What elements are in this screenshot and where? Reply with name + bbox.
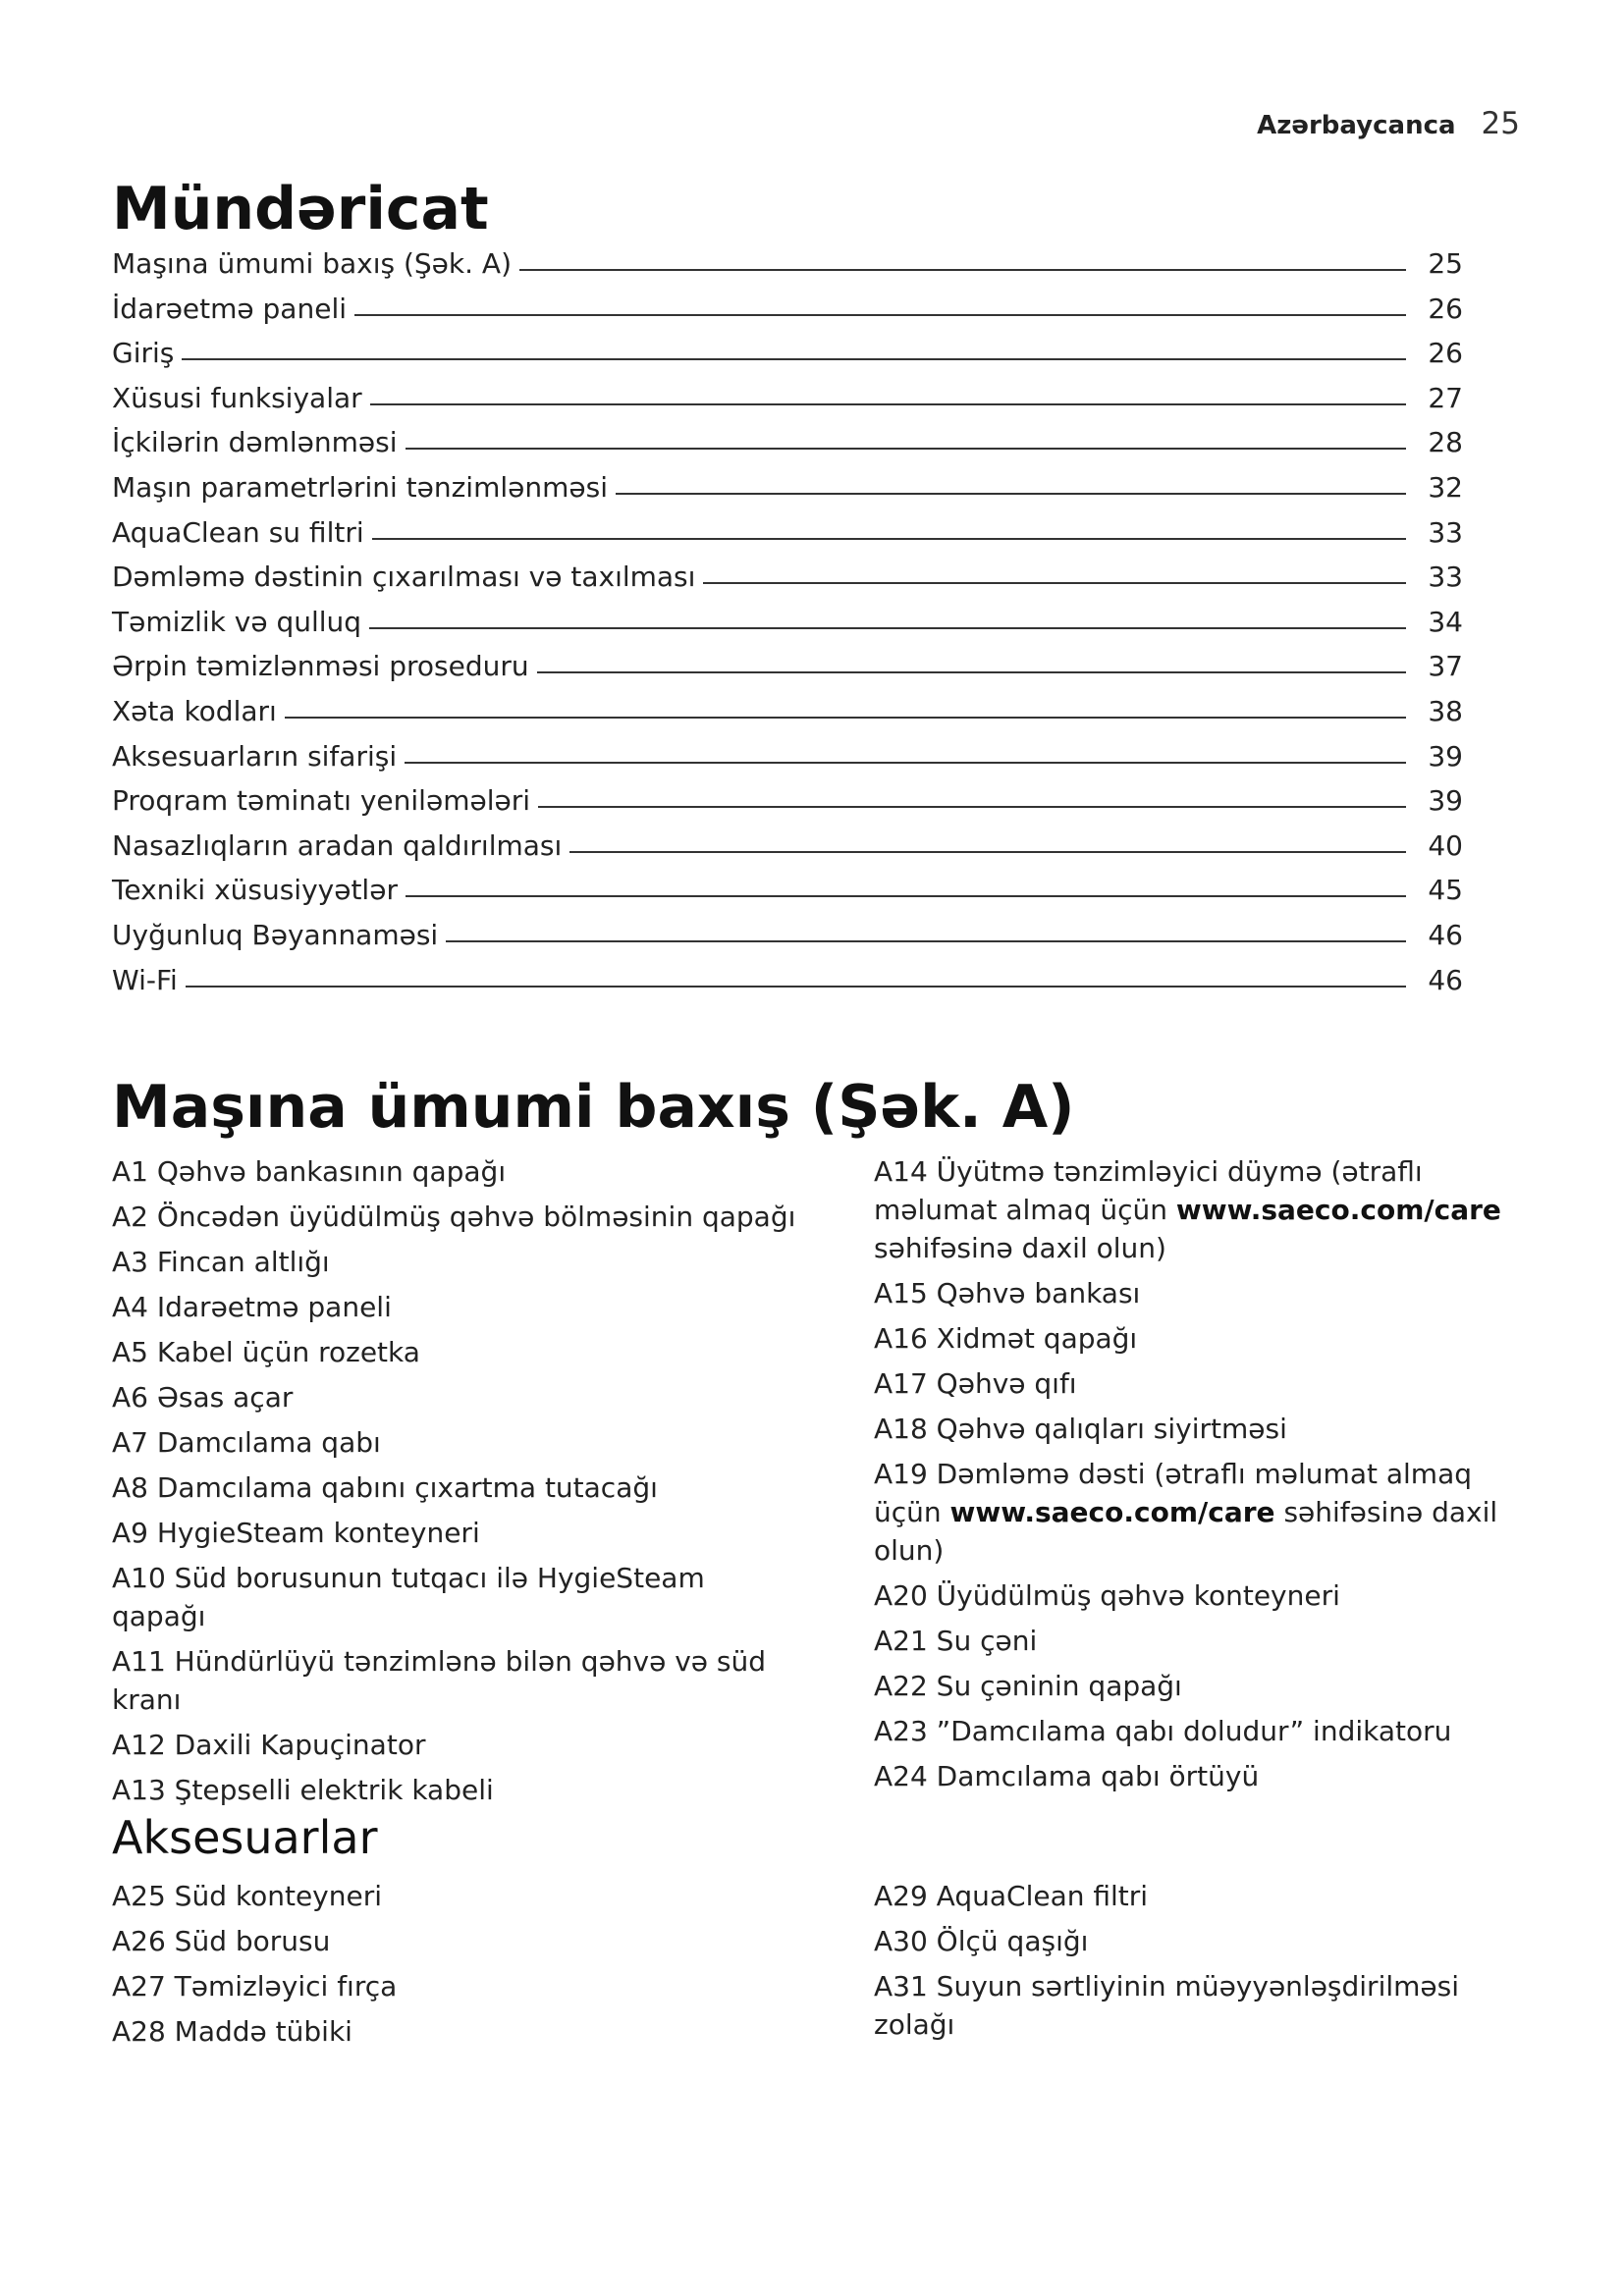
toc-entry[interactable] <box>112 964 1463 1009</box>
part-item: A9 HygieSteam konteyneri <box>112 1517 480 1549</box>
toc-entry-page: 33 <box>1428 561 1463 594</box>
accessory-item: A25 Süd konteyneri <box>112 1880 383 1912</box>
toc-entry-title: Xəta kodları <box>112 694 277 727</box>
toc-leader <box>616 493 1406 495</box>
toc-leader <box>285 717 1406 719</box>
toc-entry-page: 34 <box>1428 605 1463 638</box>
language-label: Azərbaycanca <box>1257 111 1456 140</box>
toc-entry[interactable] <box>112 247 1463 293</box>
toc-entry[interactable] <box>112 874 1463 919</box>
toc-entry-title: Aksesuarların sifarişi <box>112 739 398 773</box>
toc-entry[interactable] <box>112 650 1463 695</box>
toc-entry-title: Təmizlik və qulluq <box>112 605 362 638</box>
toc-entry[interactable] <box>112 919 1463 964</box>
toc-leader <box>405 762 1406 764</box>
toc-entry-page: 28 <box>1428 426 1463 459</box>
part-item: A3 Fincan altlığı <box>112 1246 330 1278</box>
part-text: səhifəsinə daxil olun) <box>874 1496 1498 1567</box>
toc-leader <box>372 538 1406 540</box>
part-item: A22 Su çəninin qapağı <box>874 1670 1182 1702</box>
toc-entry[interactable] <box>112 382 1463 427</box>
care-link[interactable]: www.saeco.com/care <box>949 1496 1275 1528</box>
toc-entry-title: Wi-Fi <box>112 963 178 996</box>
part-item: A24 Damcılama qabı örtüyü <box>874 1760 1260 1792</box>
toc-entry-page: 27 <box>1428 381 1463 414</box>
toc-entry[interactable] <box>112 337 1463 382</box>
toc-leader <box>186 986 1406 988</box>
accessories-list-left <box>112 1877 799 2057</box>
table-of-contents <box>112 247 1463 1008</box>
toc-entry-page: 40 <box>1428 828 1463 862</box>
accessory-item: A26 Süd borusu <box>112 1925 331 1957</box>
toc-entry-page: 33 <box>1428 515 1463 549</box>
toc-title: Mündəricat <box>112 175 489 243</box>
part-item: A12 Daxili Kapuçinator <box>112 1729 426 1761</box>
toc-entry[interactable] <box>112 471 1463 516</box>
part-item: A7 Damcılama qabı <box>112 1426 381 1459</box>
page-number: 25 <box>1481 106 1520 141</box>
toc-entry[interactable] <box>112 426 1463 471</box>
toc-entry-page: 39 <box>1428 784 1463 818</box>
toc-entry-title: Giriş <box>112 337 175 370</box>
part-item: A17 Qəhvə qıfı <box>874 1367 1077 1400</box>
page-header <box>1257 106 1520 141</box>
toc-entry-page: 32 <box>1428 470 1463 504</box>
toc-entry[interactable] <box>112 829 1463 875</box>
part-item: A13 Ştepselli elektrik kabeli <box>112 1774 494 1806</box>
part-item: A4 Idarəetmə paneli <box>112 1291 392 1323</box>
accessory-item: A28 Maddə tübiki <box>112 2015 352 2048</box>
part-item: A23 ”Damcılama qabı doludur” indikatoru <box>874 1715 1452 1747</box>
toc-entry-page: 39 <box>1428 739 1463 773</box>
accessory-item: A30 Ölçü qaşığı <box>874 1925 1089 1957</box>
part-item-a14 <box>874 1152 1522 1267</box>
part-item: A18 Qəhvə qalıqları siyirtməsi <box>874 1413 1287 1445</box>
part-item: A15 Qəhvə bankası <box>874 1277 1141 1309</box>
part-item: A2 Öncədən üyüdülmüş qəhvə bölməsinin qapağı <box>112 1201 796 1233</box>
toc-leader <box>406 448 1407 450</box>
toc-entry-title: Uyğunluq Bəyannaməsi <box>112 918 439 951</box>
toc-entry[interactable] <box>112 561 1463 606</box>
toc-leader <box>354 314 1406 316</box>
toc-entry-title: İçkilərin dəmlənməsi <box>112 426 398 459</box>
toc-entry-page: 46 <box>1428 963 1463 996</box>
part-item: A5 Kabel üçün rozetka <box>112 1336 420 1368</box>
toc-entry-title: Dəmləmə dəstinin çıxarılması və taxılması <box>112 561 696 594</box>
toc-entry[interactable] <box>112 606 1463 651</box>
part-text: A19 Dəmləmə dəsti (ətraflı məlumat almaq üçün <box>874 1458 1472 1528</box>
toc-entry[interactable] <box>112 784 1463 829</box>
toc-entry-title: Maşın parametrlərini tənzimlənməsi <box>112 470 608 504</box>
toc-entry[interactable] <box>112 293 1463 338</box>
part-item: A16 Xidmət qapağı <box>874 1322 1138 1355</box>
toc-entry-title: AquaClean su filtri <box>112 515 364 549</box>
part-item: A10 Süd borusunun tutqacı ilə HygieSteam qapağı <box>112 1562 705 1632</box>
toc-entry-title: Texniki xüsusiyyətlər <box>112 874 398 907</box>
toc-leader <box>406 895 1406 897</box>
toc-leader <box>537 671 1406 673</box>
toc-leader <box>182 358 1406 360</box>
accessory-item: A29 AquaClean filtri <box>874 1880 1149 1912</box>
toc-entry-page: 38 <box>1428 694 1463 727</box>
toc-entry-page: 46 <box>1428 918 1463 951</box>
part-text: A14 Üyütmə tənzimləyici düymə (ətraflı məlumat almaq üçün <box>874 1155 1423 1226</box>
accessory-item: A27 Təmizləyici fırça <box>112 1970 398 2002</box>
care-link[interactable]: www.saeco.com/care <box>1175 1194 1501 1226</box>
part-text: səhifəsinə daxil olun) <box>874 1232 1166 1264</box>
toc-leader <box>369 627 1406 629</box>
accessories-title: Aksesuarlar <box>112 1811 378 1864</box>
part-item: A8 Damcılama qabını çıxartma tutacağı <box>112 1471 658 1504</box>
accessory-item: A31 Suyun sərtliyinin müəyyənləşdirilməsi zolağı <box>874 1970 1459 2041</box>
toc-entry-page: 45 <box>1428 874 1463 907</box>
toc-entry-title: Maşına ümumi baxış (Şək. A) <box>112 247 512 280</box>
overview-list-right <box>874 1152 1522 1802</box>
toc-entry[interactable] <box>112 740 1463 785</box>
part-item: A20 Üyüdülmüş qəhvə konteyneri <box>874 1579 1340 1612</box>
toc-leader <box>703 582 1406 584</box>
toc-leader <box>538 806 1406 808</box>
toc-entry-title: Ərpin təmizlənməsi proseduru <box>112 650 529 683</box>
toc-entry[interactable] <box>112 695 1463 740</box>
toc-entry[interactable] <box>112 516 1463 561</box>
overview-title: Maşına ümumi baxış (Şək. A) <box>112 1073 1075 1142</box>
accessories-list-right <box>874 1877 1522 2051</box>
part-item: A21 Su çəni <box>874 1625 1038 1657</box>
toc-entry-title: İdarəetmə paneli <box>112 292 347 325</box>
toc-entry-page: 37 <box>1428 650 1463 683</box>
toc-entry-title: Proqram təminatı yeniləmələri <box>112 784 530 818</box>
part-item: A6 Əsas açar <box>112 1381 294 1414</box>
toc-leader <box>446 940 1406 942</box>
part-item: A1 Qəhvə bankasının qapağı <box>112 1155 507 1188</box>
toc-entry-page: 25 <box>1428 247 1463 280</box>
toc-entry-title: Xüsusi funksiyalar <box>112 381 362 414</box>
toc-leader <box>519 269 1406 271</box>
part-item-a19 <box>874 1455 1522 1570</box>
toc-entry-page: 26 <box>1428 292 1463 325</box>
toc-leader <box>569 851 1406 853</box>
overview-list-left <box>112 1152 799 1816</box>
toc-entry-title: Nasazlıqların aradan qaldırılması <box>112 828 563 862</box>
part-item: A11 Hündürlüyü tənzimlənə bilən qəhvə və süd kranı <box>112 1645 767 1716</box>
toc-leader <box>370 403 1406 405</box>
toc-entry-page: 26 <box>1428 337 1463 370</box>
